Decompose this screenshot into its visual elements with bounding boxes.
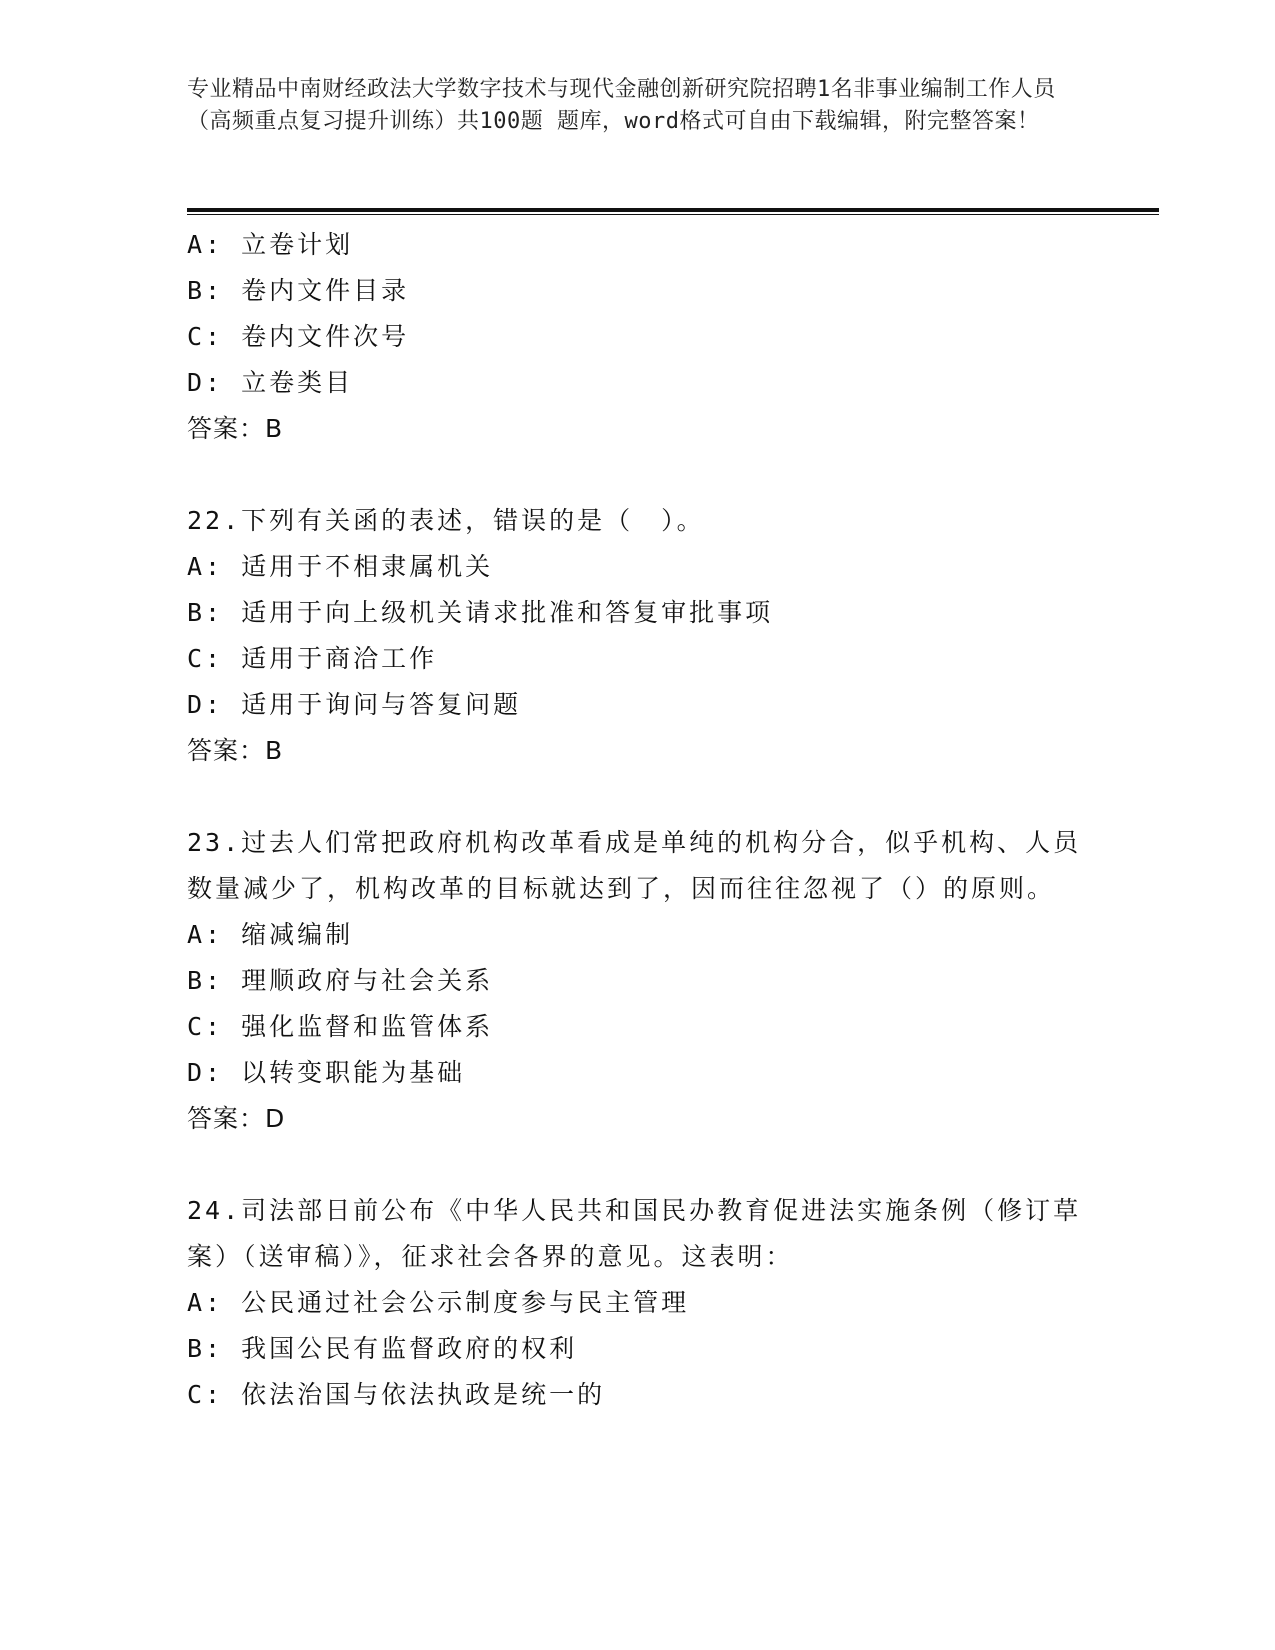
question-stem: 23.过去人们常把政府机构改革看成是单纯的机构分合，似乎机构、人员数量减少了，机构改革的目标就达到了，因而往往忽视了（）的原则。 <box>187 828 1082 903</box>
option-c: C: 适用于商洽工作 <box>187 644 438 673</box>
option-b: B: 适用于向上级机关请求批准和答复审批事项 <box>187 598 774 627</box>
option-d: D: 以转变职能为基础 <box>187 1058 466 1087</box>
question-stem: 22.下列有关函的表述，错误的是（ ）。 <box>187 506 705 535</box>
answer-line: 答案：B <box>187 736 284 765</box>
option-a: A: 立卷计划 <box>187 230 354 259</box>
option-b: B: 理顺政府与社会关系 <box>187 966 494 995</box>
option-c: C: 卷内文件次号 <box>187 322 410 351</box>
option-a: A: 公民通过社会公示制度参与民主管理 <box>187 1288 690 1317</box>
question-block <box>187 1188 1087 1418</box>
question-list <box>187 222 1087 1418</box>
header-divider <box>187 208 1159 215</box>
answer-line: 答案：B <box>187 414 284 443</box>
option-d: D: 适用于询问与答复问题 <box>187 690 522 719</box>
option-d: D: 立卷类目 <box>187 368 354 397</box>
option-b: B: 我国公民有监督政府的权利 <box>187 1334 578 1363</box>
question-block <box>187 498 1087 774</box>
question-stem: 24.司法部日前公布《中华人民共和国民办教育促进法实施条例（修订草案）（送审稿）》，征求社会各界的意见。这表明： <box>187 1196 1082 1271</box>
option-a: A: 适用于不相隶属机关 <box>187 552 494 581</box>
option-c: C: 依法治国与依法执政是统一的 <box>187 1380 606 1409</box>
document-header: 专业精品中南财经政法大学数字技术与现代金融创新研究院招聘1名非事业编制工作人员（高频重点复习提升训练）共100题 题库，word格式可自由下载编辑，附完整答案！ <box>187 77 1056 134</box>
answer-line: 答案：D <box>187 1104 286 1133</box>
option-c: C: 强化监督和监管体系 <box>187 1012 494 1041</box>
option-a: A: 缩减编制 <box>187 920 354 949</box>
question-block <box>187 222 1087 452</box>
option-b: B: 卷内文件目录 <box>187 276 410 305</box>
question-block <box>187 820 1087 1142</box>
